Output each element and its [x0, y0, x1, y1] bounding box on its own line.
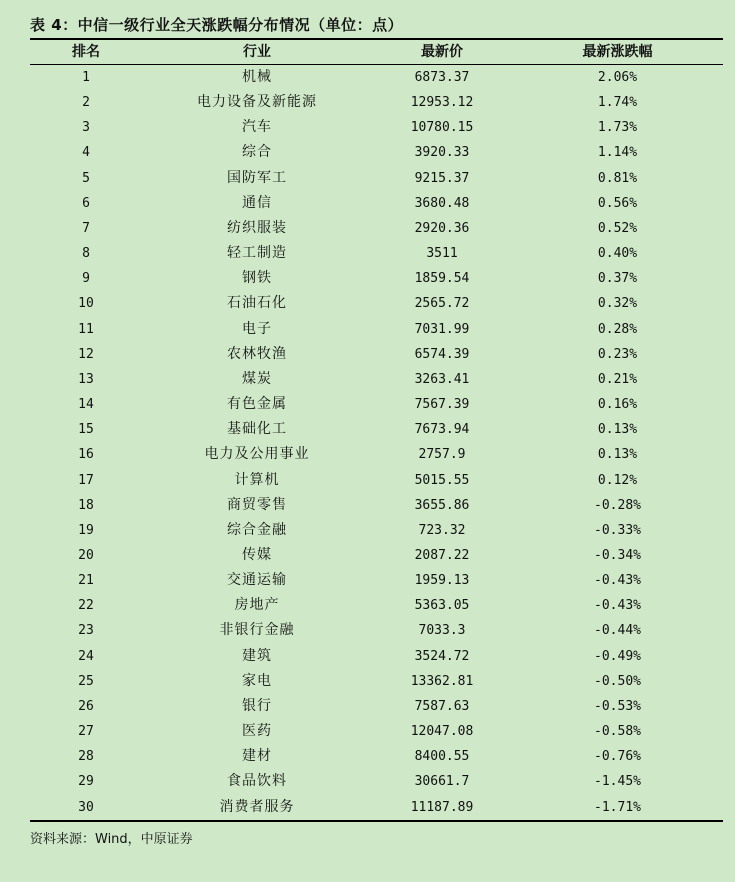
- latest-change-cell: 0.21%: [597, 371, 638, 387]
- latest-price-cell: 9215.37: [414, 170, 470, 186]
- rank-cell: 23: [78, 623, 94, 639]
- table-row: [30, 342, 723, 367]
- table-row: [30, 719, 723, 744]
- rank-cell: 9: [82, 271, 90, 287]
- table-row: [30, 90, 723, 115]
- industry-cell: 基础化工: [227, 421, 287, 438]
- latest-price-cell: 3680.48: [414, 195, 470, 211]
- latest-change-cell: 0.28%: [597, 321, 638, 337]
- table-row: [30, 166, 723, 191]
- latest-price-cell: 7587.63: [414, 698, 470, 714]
- latest-change-cell: -0.43%: [594, 598, 641, 614]
- rank-cell: 14: [78, 397, 94, 413]
- industry-cell: 石油石化: [227, 295, 287, 312]
- latest-price-cell: 2087.22: [414, 547, 470, 563]
- latest-change-cell: 0.13%: [597, 447, 638, 463]
- industry-cell: 煤炭: [242, 370, 272, 387]
- latest-change-cell: -0.28%: [594, 497, 641, 513]
- industry-cell: 计算机: [234, 471, 280, 488]
- rank-cell: 19: [78, 522, 94, 538]
- latest-change-cell: -0.33%: [594, 522, 641, 538]
- industry-cell: 交通运输: [227, 572, 287, 589]
- rank-cell: 1: [82, 70, 90, 85]
- latest-price-cell: 6873.37: [414, 70, 470, 85]
- rank-cell: 30: [30, 795, 142, 821]
- rank-cell: 8: [82, 246, 90, 262]
- industry-cell: 银行: [242, 697, 272, 714]
- latest-change-cell: -1.71%: [512, 795, 723, 821]
- latest-price-cell: 7567.39: [414, 397, 470, 413]
- rank-cell: 27: [78, 724, 94, 740]
- latest-change-cell: 1.14%: [597, 145, 638, 161]
- industry-cell: 建筑: [242, 647, 272, 664]
- table-row: [30, 493, 723, 518]
- latest-change-cell: 0.40%: [597, 246, 638, 262]
- latest-change-cell: 0.13%: [597, 422, 638, 438]
- latest-change-cell: 0.81%: [597, 170, 638, 186]
- rank-cell: 11: [78, 321, 94, 337]
- industry-cell: 农林牧渔: [227, 345, 287, 362]
- table-row: [30, 140, 723, 165]
- industry-cell: 家电: [242, 672, 272, 689]
- industry-cell: 商贸零售: [227, 496, 287, 513]
- industry-cell: 钢铁: [242, 270, 272, 287]
- latest-price-cell: 12953.12: [410, 95, 474, 111]
- rank-cell: 2: [82, 95, 90, 111]
- table-row: [30, 744, 723, 769]
- rank-cell: 3: [82, 120, 90, 136]
- latest-change-cell: 1.74%: [597, 95, 638, 111]
- rank-cell: 7: [82, 220, 90, 236]
- table-row: [30, 543, 723, 568]
- table-row: [30, 694, 723, 719]
- table-row: [30, 65, 723, 91]
- table-row: [30, 795, 723, 821]
- latest-change-cell: 1.73%: [597, 120, 638, 136]
- industry-cell: 电力设备及新能源: [197, 94, 317, 111]
- latest-price-cell: 30661.7: [414, 774, 470, 790]
- table-row: [30, 518, 723, 543]
- rank-cell: 25: [78, 673, 94, 689]
- table-row: [30, 115, 723, 140]
- industry-cell: 非银行金融: [219, 622, 295, 639]
- latest-change-cell: -0.44%: [594, 623, 641, 639]
- industry-cell: 通信: [242, 194, 272, 211]
- table-row: [30, 618, 723, 643]
- latest-change-cell: -0.34%: [594, 547, 641, 563]
- industry-cell: 综合金融: [227, 521, 287, 538]
- rank-cell: 16: [78, 447, 94, 463]
- table-row: [30, 669, 723, 694]
- latest-change-cell: 0.12%: [597, 472, 638, 488]
- rank-cell: 24: [78, 648, 94, 664]
- rank-cell: 12: [78, 346, 94, 362]
- latest-price-cell: 7031.99: [414, 321, 470, 337]
- column-header-latest-price: 最新价: [372, 40, 512, 65]
- table-row: [30, 367, 723, 392]
- latest-price-cell: 5015.55: [414, 472, 470, 488]
- table-title: 表 4：中信一级行业全天涨跌幅分布情况（单位：点）: [30, 16, 404, 34]
- latest-price-cell: 8400.55: [414, 749, 470, 765]
- latest-change-cell: 0.56%: [597, 195, 638, 211]
- rank-cell: 10: [78, 296, 94, 312]
- latest-change-cell: -0.76%: [594, 749, 641, 765]
- rank-cell: 26: [78, 698, 94, 714]
- latest-change-cell: -0.50%: [594, 673, 641, 689]
- latest-change-cell: -1.45%: [594, 774, 641, 790]
- rank-cell: 28: [78, 749, 94, 765]
- industry-cell: 消费者服务: [142, 795, 372, 821]
- industry-cell: 电力及公用事业: [204, 446, 310, 463]
- latest-price-cell: 2757.9: [418, 447, 466, 463]
- latest-price-cell: 1959.13: [414, 573, 470, 589]
- industry-cell: 医药: [242, 723, 272, 740]
- industry-cell: 机械: [242, 69, 272, 85]
- latest-price-cell: 3511: [426, 246, 458, 262]
- latest-price-cell: 7033.3: [418, 623, 466, 639]
- table-row: [30, 769, 723, 794]
- rank-cell: 15: [78, 422, 94, 438]
- latest-price-cell: 11187.89: [372, 795, 512, 821]
- latest-price-cell: 5363.05: [414, 598, 470, 614]
- column-header-rank: 排名: [30, 40, 142, 65]
- table-row: [30, 241, 723, 266]
- industry-cell: 电子: [242, 320, 272, 337]
- latest-price-cell: 6574.39: [414, 346, 470, 362]
- industry-cell: 食品饮料: [227, 773, 287, 790]
- latest-price-cell: 2565.72: [414, 296, 470, 312]
- latest-price-cell: 3524.72: [414, 648, 470, 664]
- latest-change-cell: 2.06%: [597, 70, 638, 85]
- table-row: [30, 317, 723, 342]
- industry-cell: 传媒: [242, 546, 272, 563]
- latest-change-cell: -0.43%: [594, 573, 641, 589]
- latest-change-cell: -0.53%: [594, 698, 641, 714]
- table-row: [30, 568, 723, 593]
- table-row: [30, 593, 723, 618]
- rank-cell: 4: [82, 145, 90, 161]
- latest-price-cell: 12047.08: [410, 724, 474, 740]
- latest-change-cell: 0.37%: [597, 271, 638, 287]
- latest-change-cell: -0.49%: [594, 648, 641, 664]
- rank-cell: 29: [78, 774, 94, 790]
- rank-cell: 17: [78, 472, 94, 488]
- industry-cell: 纺织服装: [227, 219, 287, 236]
- industry-cell: 汽车: [242, 119, 272, 136]
- latest-price-cell: 10780.15: [410, 120, 474, 136]
- latest-change-cell: 0.16%: [597, 397, 638, 413]
- table-row: [30, 468, 723, 493]
- latest-price-cell: 3920.33: [414, 145, 470, 161]
- latest-price-cell: 3655.86: [414, 497, 470, 513]
- table-row: [30, 291, 723, 316]
- latest-price-cell: 2920.36: [414, 220, 470, 236]
- latest-change-cell: 0.23%: [597, 346, 638, 362]
- latest-price-cell: 3263.41: [414, 371, 470, 387]
- rank-cell: 13: [78, 371, 94, 387]
- industry-cell: 综合: [242, 144, 272, 161]
- rank-cell: 5: [82, 170, 90, 186]
- industry-cell: 轻工制造: [227, 245, 287, 262]
- latest-price-cell: 1859.54: [414, 271, 470, 287]
- industry-cell: 国防军工: [227, 169, 287, 186]
- rank-cell: 6: [82, 195, 90, 211]
- header-row: [30, 40, 723, 65]
- latest-change-cell: 0.52%: [597, 220, 638, 236]
- latest-change-cell: 0.32%: [597, 296, 638, 312]
- column-header-latest-change: 最新涨跌幅: [512, 40, 723, 65]
- latest-price-cell: 13362.81: [410, 673, 474, 689]
- industry-cell: 建材: [242, 748, 272, 765]
- rank-cell: 20: [78, 547, 94, 563]
- rank-cell: 21: [78, 573, 94, 589]
- rank-cell: 18: [78, 497, 94, 513]
- table-row: [30, 392, 723, 417]
- source-note: 资料来源：Wind，中原证券: [30, 832, 193, 847]
- table-row: [30, 442, 723, 467]
- table-row: [30, 191, 723, 216]
- column-header-industry: 行业: [142, 40, 372, 65]
- latest-price-cell: 7673.94: [414, 422, 470, 438]
- industry-cell: 房地产: [234, 597, 280, 614]
- industry-cell: 有色金属: [227, 396, 287, 413]
- rank-cell: 22: [78, 598, 94, 614]
- industry-ranking-table: [30, 40, 723, 822]
- table-row: [30, 644, 723, 669]
- table-row: [30, 266, 723, 291]
- latest-change-cell: -0.58%: [594, 724, 641, 740]
- table-row: [30, 417, 723, 442]
- latest-price-cell: 723.32: [418, 522, 466, 538]
- table-row: [30, 216, 723, 241]
